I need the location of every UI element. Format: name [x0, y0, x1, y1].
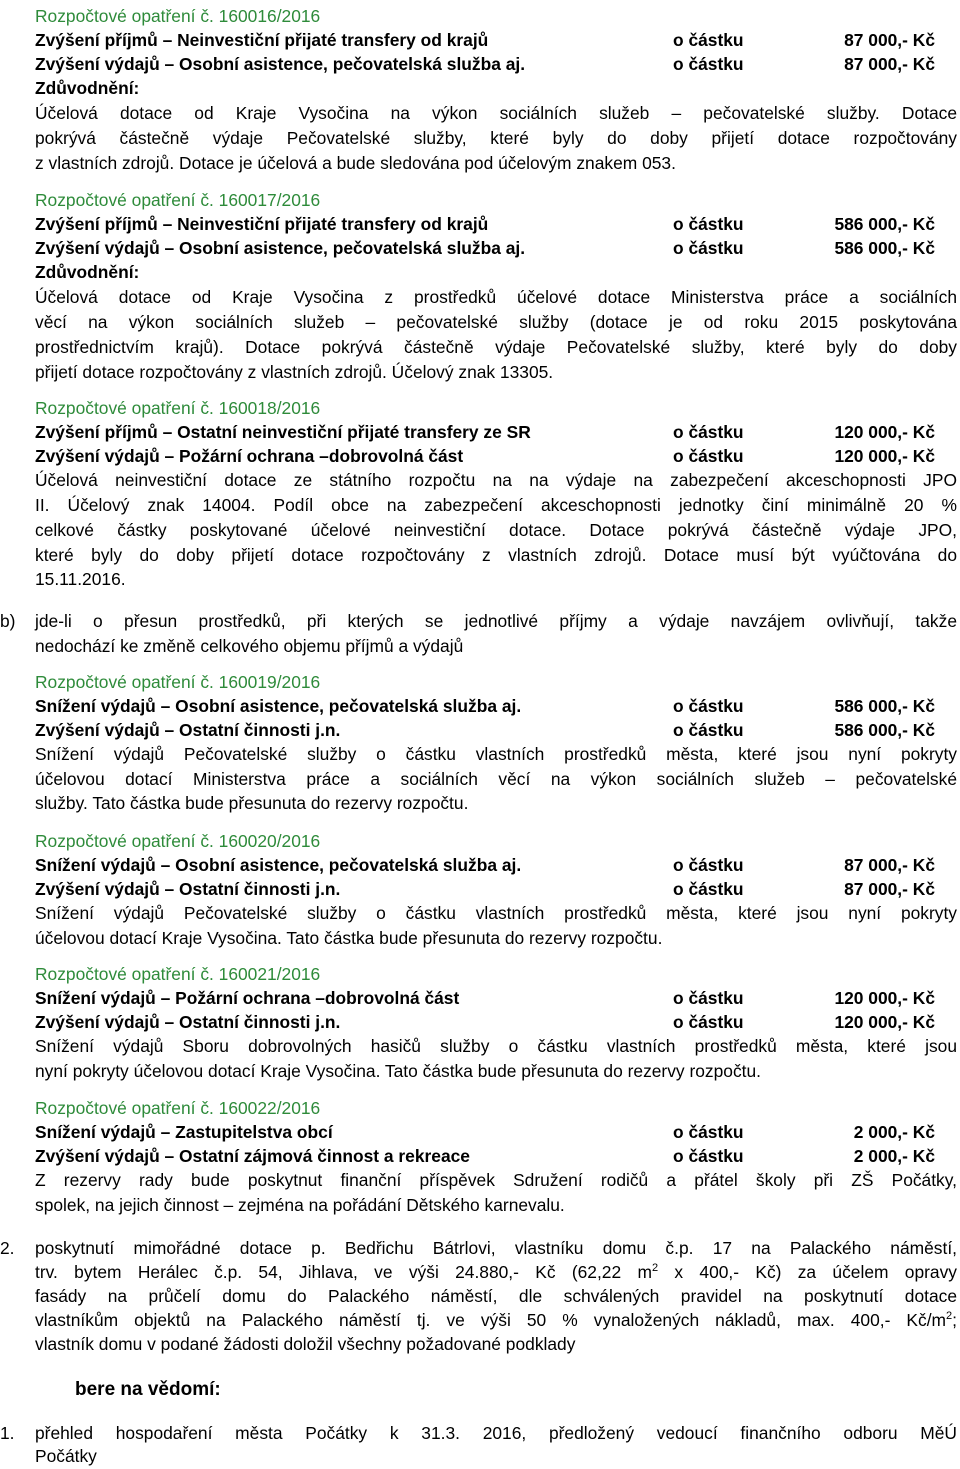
measure-row — [35, 1144, 935, 1168]
row-amount: 586 000,- Kč — [834, 238, 935, 258]
paragraph-line: Snížení výdajů Pečovatelské služby o částku vlastních prostředků města, které jsou nyní pokryty — [35, 744, 957, 764]
row-amount: 120 000,- Kč — [834, 422, 935, 442]
paragraph-line: celkové částky poskytované účelové neinvestiční dotace. Dotace pokrývá částečně výdaje JPO, — [35, 520, 957, 540]
row-amount: 2 000,- Kč — [853, 1122, 935, 1142]
row-amount: 87 000,- Kč — [844, 54, 935, 74]
reason-label: Zdůvodnění: — [35, 262, 140, 282]
paragraph-line: 15.11.2016. — [35, 569, 126, 589]
paragraph-line: věcí na výkon sociálních služeb – pečovatelské služby (dotace je od roku 2015 poskytována — [35, 312, 957, 332]
row-desc: Zvýšení výdajů – Ostatní činnosti j.n. — [35, 720, 341, 740]
paragraph-line: nyní pokryty účelovou dotací Kraje Vysočina. Tato částka bude přesunuta do rezervy rozpočtu. — [35, 1061, 761, 1081]
row-oc: o částku — [673, 446, 744, 466]
row-oc: o částku — [673, 238, 744, 258]
paragraph-line: Z rezervy rady bude poskytnut finanční příspěvek Sdružení rodičů a přátel školy při ZŠ Počátky, — [35, 1170, 957, 1190]
paragraph-line: Účelová neinvestiční dotace ze státního rozpočtu na na výdaje na zabezpečení akceschopnosti JPO — [35, 470, 957, 490]
reason-label: Zdůvodnění: — [35, 78, 140, 98]
row-desc: Zvýšení příjmů – Ostatní neinvestiční přijaté transfery ze SR — [35, 422, 531, 442]
paragraph-line: prostřednictvím krajů). Dotace pokrývá částečně výdaje Pečovatelské služby, které byly do doby — [35, 337, 957, 357]
row-oc: o částku — [673, 696, 744, 716]
row-oc: o částku — [673, 855, 744, 875]
row-amount: 120 000,- Kč — [834, 446, 935, 466]
measure-row — [35, 236, 935, 260]
measure-row — [35, 420, 935, 444]
row-oc: o částku — [673, 214, 744, 234]
row-desc: Zvýšení výdajů – Osobní asistence, pečovatelská služba aj. — [35, 54, 526, 74]
row-oc: o částku — [673, 422, 744, 442]
superscript: 2 — [946, 1310, 953, 1323]
item-line: vlastník domu v podané žádosti doložil všechny požadované podklady — [35, 1334, 576, 1354]
item-text: trv. bytem Herálec č.p. 54, Jihlava, ve výši 24.880,- Kč (62,22 m — [35, 1262, 652, 1282]
row-amount: 87 000,- Kč — [844, 879, 935, 899]
row-oc: o částku — [673, 879, 744, 899]
item-line: Počátky — [35, 1446, 97, 1466]
measure-heading: Rozpočtové opatření č. 160022/2016 — [35, 1098, 321, 1118]
paragraph-line: účelovou dotací Ministerstva práce a sociálních věcí na výkon sociálních služeb – pečovatelské — [35, 769, 957, 789]
measure-row — [35, 52, 935, 76]
item-line — [35, 1260, 957, 1284]
measure-heading: Rozpočtové opatření č. 160018/2016 — [35, 398, 321, 418]
measure-row — [35, 28, 935, 52]
measure-heading: Rozpočtové opatření č. 160019/2016 — [35, 672, 321, 692]
row-oc: o částku — [673, 1146, 744, 1166]
row-desc: Snížení výdajů – Požární ochrana –dobrovolná část — [35, 988, 460, 1008]
row-amount: 87 000,- Kč — [844, 855, 935, 875]
row-desc: Zvýšení výdajů – Ostatní činnosti j.n. — [35, 1012, 341, 1032]
row-oc: o částku — [673, 54, 744, 74]
measure-heading: Rozpočtové opatření č. 160016/2016 — [35, 6, 321, 26]
paragraph-line: Snížení výdajů Pečovatelské služby o částku vlastních prostředků města, které jsou nyní pokryty — [35, 903, 957, 923]
item-marker: 1. — [0, 1423, 15, 1443]
section-marker: b) — [0, 611, 16, 631]
row-amount: 2 000,- Kč — [853, 1146, 935, 1166]
measure-row — [35, 444, 935, 468]
measure-heading: Rozpočtové opatření č. 160017/2016 — [35, 190, 321, 210]
measure-heading: Rozpočtové opatření č. 160021/2016 — [35, 964, 321, 984]
section-line: jde-li o přesun prostředků, při kterých se jednotlivé příjmy a výdaje navzájem ovlivňují, takže — [35, 611, 957, 631]
measure-row — [35, 694, 935, 718]
paragraph-line: Účelová dotace od Kraje Vysočina z prostředků účelové dotace Ministerstva práce a sociálních — [35, 287, 957, 307]
row-desc: Zvýšení výdajů – Ostatní činnosti j.n. — [35, 879, 341, 899]
paragraph-line: které byly do doby přijetí dotace rozpočtovány z vlastních zdrojů. Dotace musí být vyúčtována do — [35, 545, 957, 565]
paragraph-line: účelovou dotací Kraje Vysočina. Tato částka bude přesunuta do rezervy rozpočtu. — [35, 928, 663, 948]
row-oc: o částku — [673, 720, 744, 740]
paragraph-line: služby. Tato částka bude přesunuta do rezervy rozpočtu. — [35, 793, 469, 813]
row-desc: Zvýšení příjmů – Neinvestiční přijaté transfery od krajů — [35, 30, 489, 50]
measure-row — [35, 853, 935, 877]
row-oc: o částku — [673, 1122, 744, 1142]
item-text: vlastníkům objektů na Palackého náměstí tj. ve výši 50 % vynaložených nákladů, max. 400,- Kč/m — [35, 1310, 947, 1330]
row-desc: Zvýšení výdajů – Osobní asistence, pečovatelská služba aj. — [35, 238, 526, 258]
paragraph-line: přijetí dotace rozpočtovány z vlastních zdrojů. Účelový znak 13305. — [35, 362, 554, 382]
row-desc: Snížení výdajů – Osobní asistence, pečovatelská služba aj. — [35, 855, 522, 875]
section-heading: bere na vědomí: — [75, 1379, 221, 1400]
item-text: x 400,- Kč) za účelem opravy — [658, 1262, 957, 1282]
row-amount: 586 000,- Kč — [834, 214, 935, 234]
row-desc: Zvýšení příjmů – Neinvestiční přijaté transfery od krajů — [35, 214, 489, 234]
section-line: nedochází ke změně celkového objemu příjmů a výdajů — [35, 636, 464, 656]
row-desc: Zvýšení výdajů – Ostatní zájmová činnost a rekreace — [35, 1146, 470, 1166]
row-oc: o částku — [673, 1012, 744, 1032]
measure-row — [35, 1010, 935, 1034]
row-amount: 120 000,- Kč — [834, 1012, 935, 1032]
measure-row — [35, 1120, 935, 1144]
item-line — [35, 1308, 957, 1332]
item-line: fasády na průčelí domu do Palackého náměstí, dle schválených pravidel na poskytnutí dotace — [35, 1286, 957, 1306]
item-line: poskytnutí mimořádné dotace p. Bedřichu Bátrlovi, vlastníku domu č.p. 17 na Palackého náměstí, — [35, 1238, 957, 1258]
row-amount: 586 000,- Kč — [834, 696, 935, 716]
paragraph-line: z vlastních zdrojů. Dotace je účelová a bude sledována pod účelovým znakem 053. — [35, 153, 676, 173]
row-amount: 87 000,- Kč — [844, 30, 935, 50]
row-amount: 586 000,- Kč — [834, 720, 935, 740]
row-amount: 120 000,- Kč — [834, 988, 935, 1008]
measure-row — [35, 877, 935, 901]
item-line: přehled hospodaření města Počátky k 31.3. 2016, předložený vedoucí finančního odboru MěÚ — [35, 1423, 957, 1443]
superscript: 2 — [651, 1262, 659, 1275]
paragraph-line: pokrývá částečně výdaje Pečovatelské služby, které byly do doby přijetí dotace rozpočtovány — [35, 128, 957, 148]
measure-row — [35, 718, 935, 742]
row-desc: Snížení výdajů – Zastupitelstva obcí — [35, 1122, 333, 1142]
item-text: ; — [952, 1310, 957, 1330]
paragraph-line: Účelová dotace od Kraje Vysočina na výkon sociálních služeb – pečovatelské služby. Dotace — [35, 103, 957, 123]
measure-row — [35, 212, 935, 236]
item-marker: 2. — [0, 1238, 15, 1258]
row-desc: Snížení výdajů – Osobní asistence, pečovatelská služba aj. — [35, 696, 522, 716]
row-desc: Zvýšení výdajů – Požární ochrana –dobrovolná část — [35, 446, 464, 466]
paragraph-line: Snížení výdajů Sboru dobrovolných hasičů služby o částku vlastních prostředků města, které jsou — [35, 1036, 957, 1056]
row-oc: o částku — [673, 30, 744, 50]
paragraph-line: II. Účelový znak 14004. Podíl obce na zabezpečení akceschopnosti jednotky činí minimálně 20 % — [35, 495, 957, 515]
measure-heading: Rozpočtové opatření č. 160020/2016 — [35, 831, 321, 851]
measure-row — [35, 986, 935, 1010]
row-oc: o částku — [673, 988, 744, 1008]
paragraph-line: spolek, na jejich činnost – zejména na pořádání Dětského karnevalu. — [35, 1195, 565, 1215]
